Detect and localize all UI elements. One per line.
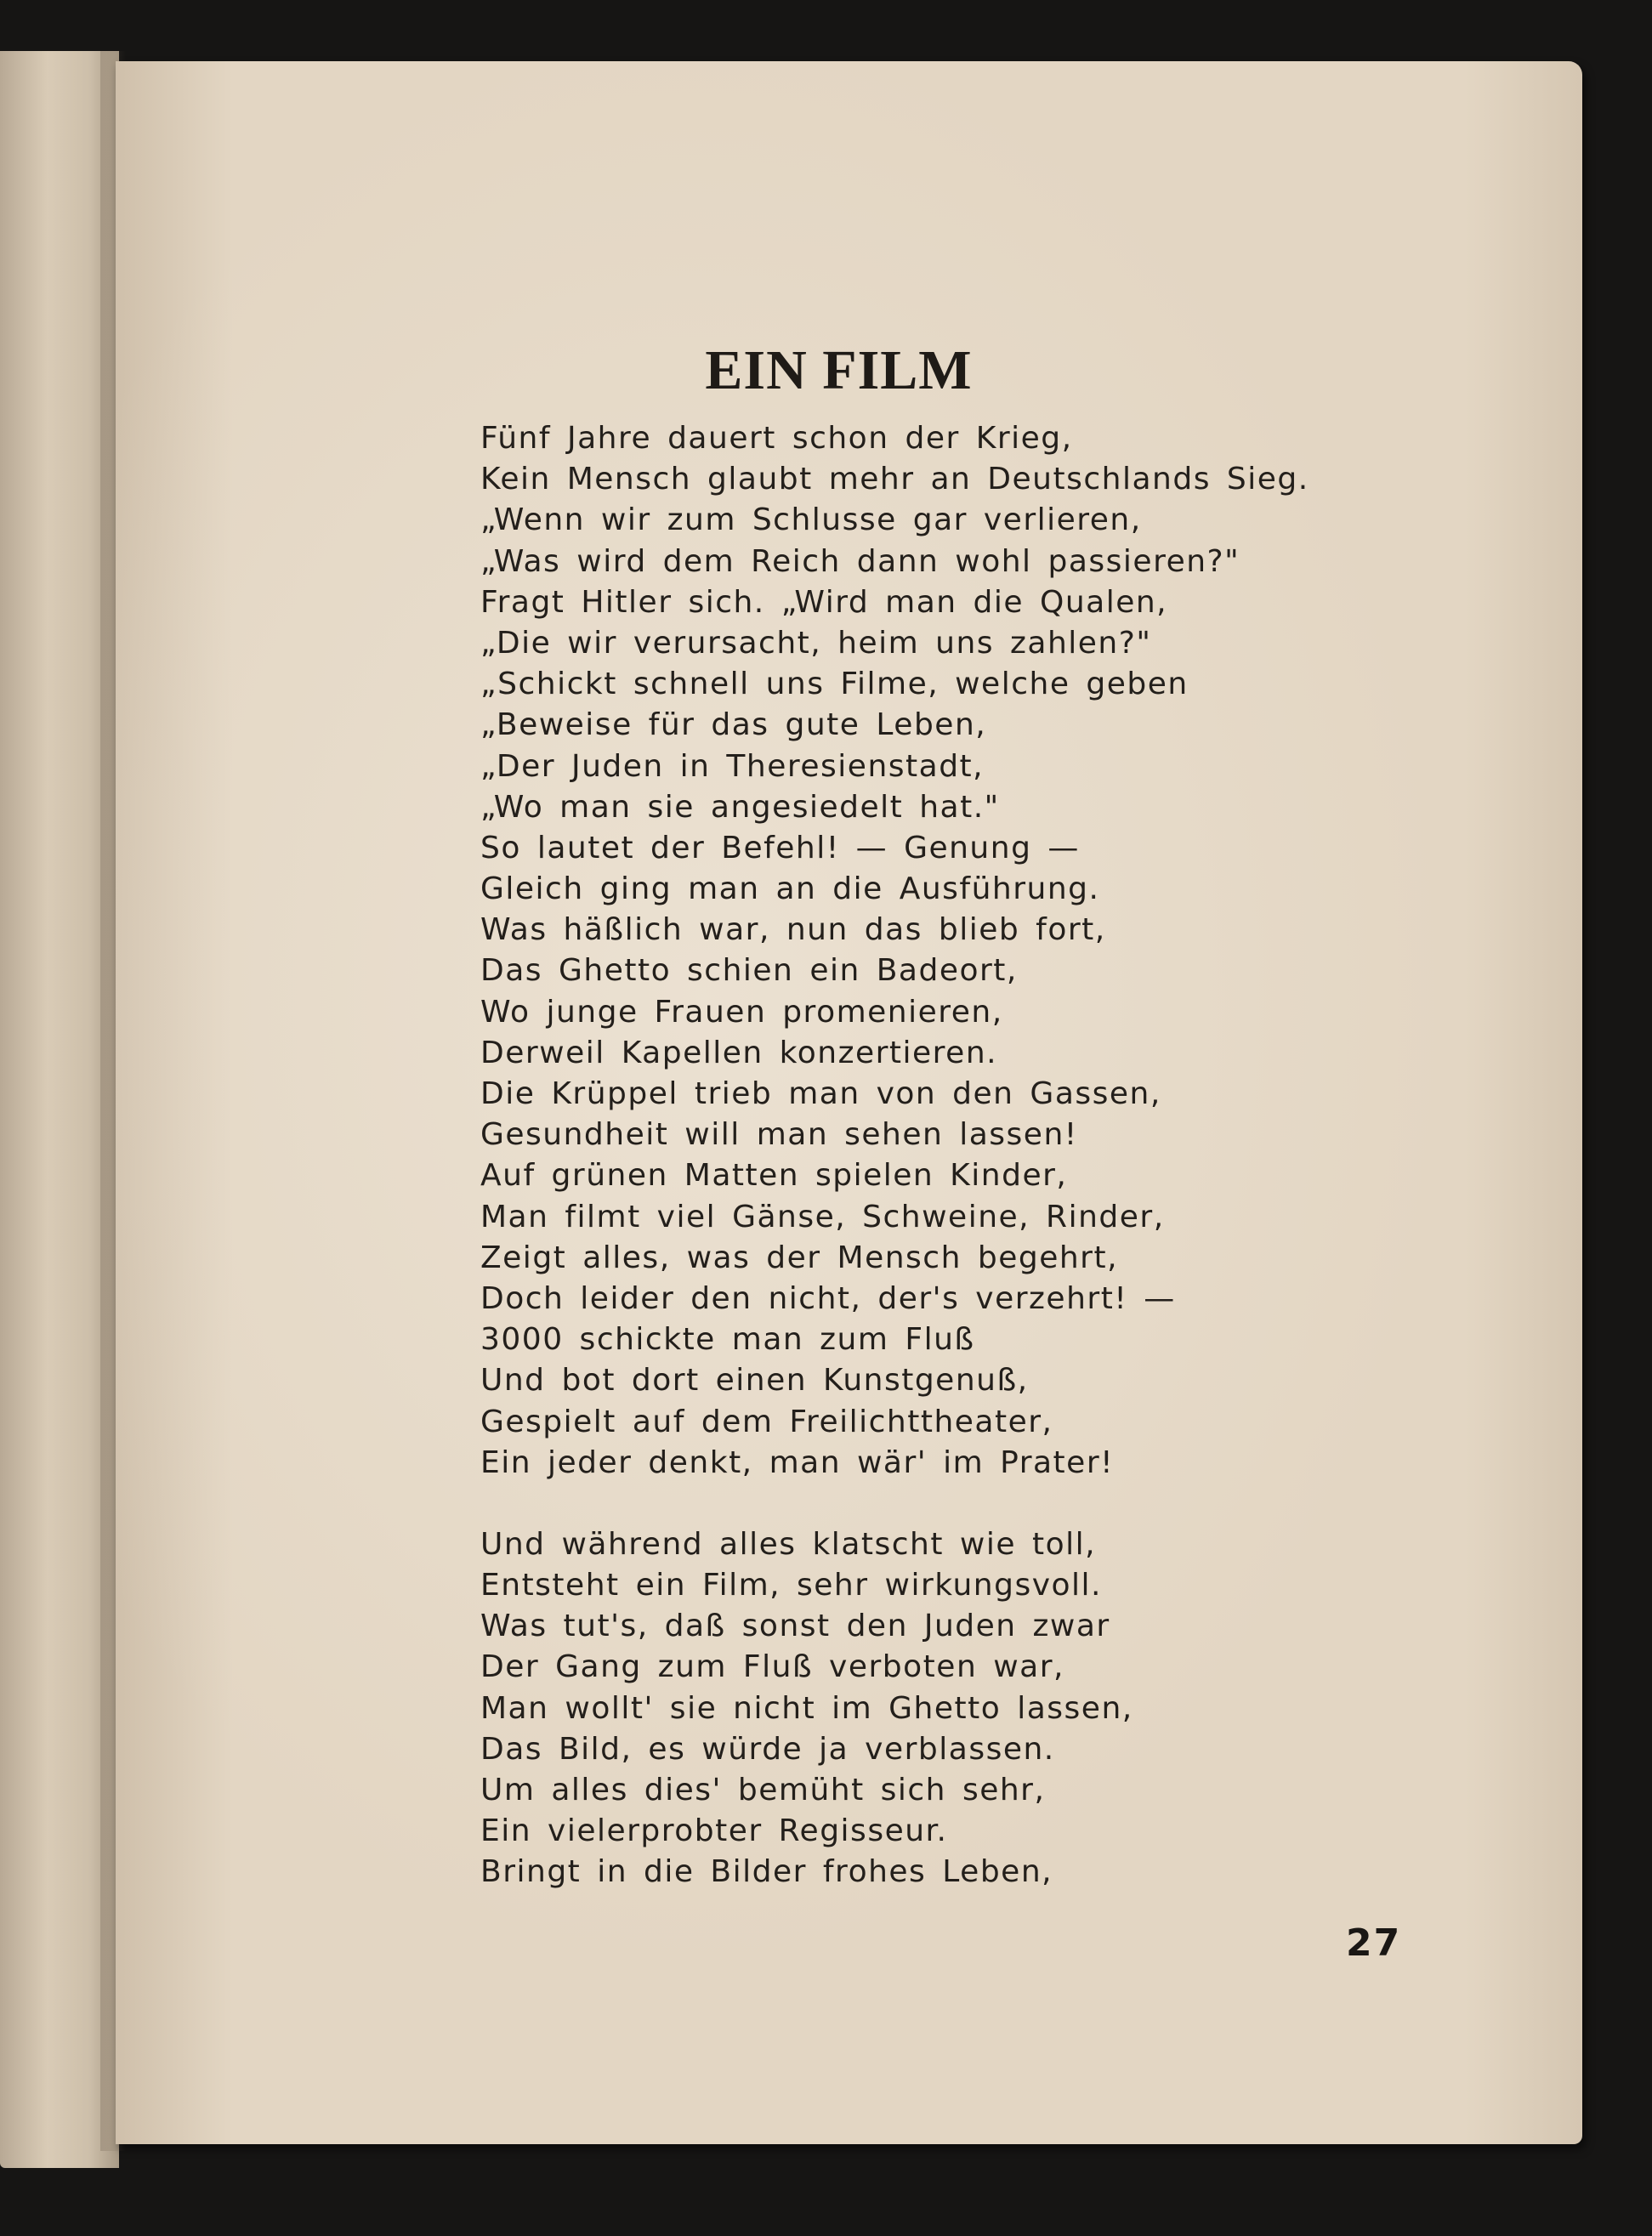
poem-line: Man wollt' sie nicht im Ghetto lassen, (480, 1690, 1133, 1726)
poem-line: Der Gang zum Fluß verboten war, (480, 1649, 1064, 1685)
poem-body (480, 418, 1331, 1893)
poem-line: Entsteht ein Film, sehr wirkungsvoll. (480, 1568, 1102, 1603)
poem-line: „Wo man sie angesiedelt hat." (480, 789, 1000, 825)
poem-line: Was tut's, daß sonst den Juden zwar (480, 1609, 1110, 1644)
poem-line: Kein Mensch glaubt mehr an Deutschlands Sieg. (480, 462, 1309, 497)
poem-line: „Die wir verursacht, heim uns zahlen?" (480, 625, 1152, 661)
page-number: 27 (1346, 1921, 1402, 1965)
poem-line: Was häßlich war, nun das blieb fort, (480, 912, 1106, 948)
poem-line: Das Ghetto schien ein Badeort, (480, 953, 1018, 989)
poem-line: Um alles dies' bemüht sich sehr, (480, 1773, 1046, 1808)
poem-line: Doch leider den nicht, der's verzehrt! — (480, 1280, 1176, 1316)
poem-line: Fragt Hitler sich. „Wird man die Qualen, (480, 584, 1168, 620)
poem-line: Wo junge Frauen promenieren, (480, 994, 1003, 1030)
poem-line: Gleich ging man an die Ausführung. (480, 871, 1100, 907)
poem-line: Zeigt alles, was der Mensch begehrt, (480, 1240, 1119, 1275)
poem-line: So lautet der Befehl! — Genung — (480, 830, 1080, 865)
poem-line: Man filmt viel Gänse, Schweine, Rinder, (480, 1199, 1165, 1234)
poem-line: „Was wird dem Reich dann wohl passieren?" (480, 543, 1240, 579)
poem-line: Die Krüppel trieb man von den Gassen, (480, 1076, 1161, 1111)
poem-line: Das Bild, es würde ja verblassen. (480, 1731, 1055, 1767)
poem-line: Ein jeder denkt, man wär' im Prater! (480, 1444, 1115, 1480)
poem-line: Gesundheit will man sehen lassen! (480, 1117, 1078, 1153)
poem-line: Fünf Jahre dauert schon der Krieg, (480, 421, 1073, 456)
poem-line: Bringt in die Bilder frohes Leben, (480, 1854, 1053, 1890)
poem-line: „Wenn wir zum Schlusse gar verlieren, (480, 502, 1142, 538)
poem-line: „Der Juden in Theresienstadt, (480, 748, 985, 784)
stanza (480, 418, 1331, 1484)
poem-line: Ein vielerprobter Regisseur. (480, 1813, 948, 1849)
poem-line: „Beweise für das gute Leben, (480, 707, 987, 743)
stanza (480, 1524, 1331, 1893)
poem-line: Und bot dort einen Kunstgenuß, (480, 1363, 1029, 1399)
poem-title: EIN FILM (705, 339, 973, 402)
poem-line: 3000 schickte man zum Fluß (480, 1322, 975, 1358)
stanza-break (480, 1484, 1331, 1524)
poem-line: Auf grünen Matten spielen Kinder, (480, 1158, 1068, 1194)
poem-line: Derweil Kapellen konzertieren. (480, 1035, 998, 1070)
poem-line: „Schickt schnell uns Filme, welche geben (480, 667, 1189, 702)
poem-line: Und während alles klatscht wie toll, (480, 1526, 1097, 1562)
poem-line: Gespielt auf dem Freilichttheater, (480, 1404, 1053, 1439)
